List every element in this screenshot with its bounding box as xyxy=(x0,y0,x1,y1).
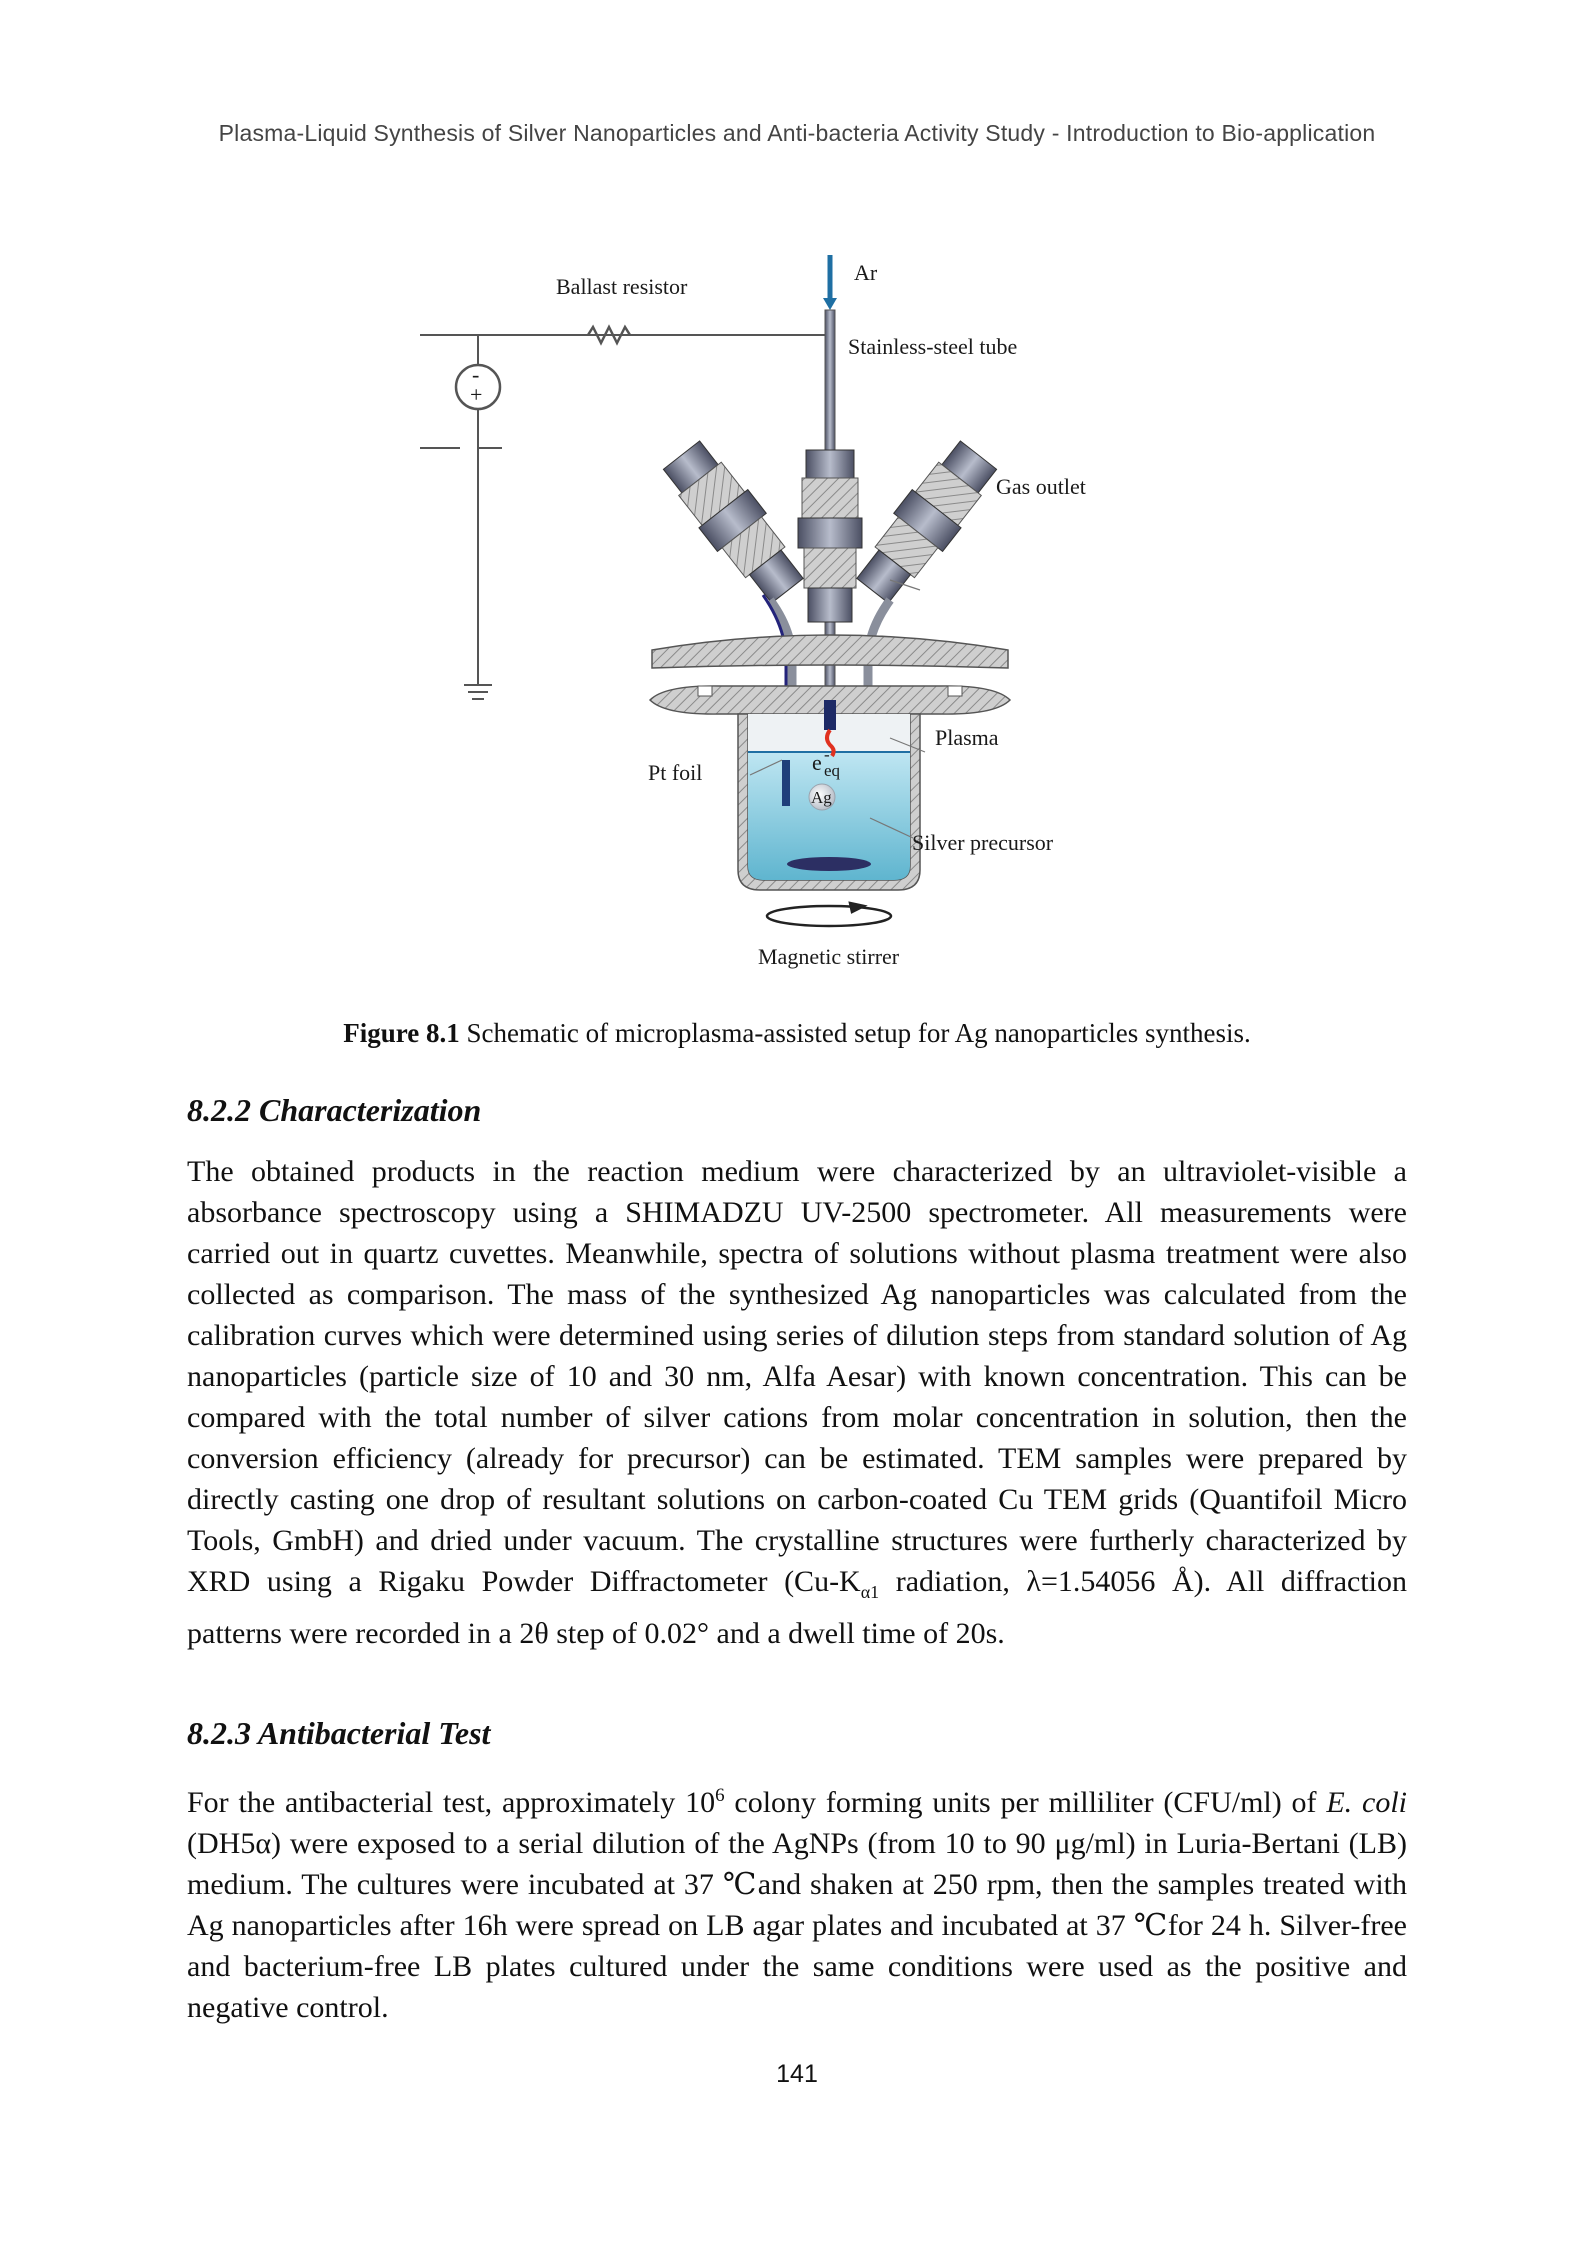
paragraph-characterization-subscript: α1 xyxy=(860,1582,880,1602)
paragraph-characterization-text: The obtained products in the reaction medium were characterized by an ultraviolet-visible a absorbance spectroscopy using a SHIMADZU UV-2500 spectrometer. All measurements were carried out in quartz cuvettes. Meanwhile, spectra of solutions without plasma treatment were also collected as comparison. The mass of the synthesized Ag nanoparticles was calculated from the calibration curves which were determined using series of dilution steps from standard solution of Ag nanoparticles (particle size of 10 and 30 nm, Alfa Aesar) with known concentration. This can be compared with the total number of silver cations from molar concentration in solution, then the conversion efficiency (already for precursor) can be estimated. TEM samples were prepared by directly casting one drop of resultant solutions on carbon-coated Cu TEM grids (Quantifoil Micro Tools, GmbH) and dried under vacuum. The crystalline structures were furtherly characterized by XRD using a Rigaku Powder Diffractometer (Cu-K xyxy=(187,1155,1407,1598)
silver-precursor-label: Silver precursor xyxy=(912,830,1054,855)
plasma-label: Plasma xyxy=(935,725,999,750)
left-fitting xyxy=(657,436,812,610)
section-heading-antibacterial: 8.2.3 Antibacterial Test xyxy=(187,1715,491,1751)
figure-caption-text: Schematic of microplasma-assisted setup for Ag nanoparticles synthesis. xyxy=(459,1018,1251,1048)
gas-outlet-label: Gas outlet xyxy=(996,474,1086,499)
section-heading-characterization: 8.2.2 Characterization xyxy=(187,1092,482,1128)
solvated-electron-sup: - xyxy=(824,745,830,764)
paragraph-antibacterial xyxy=(187,1775,1407,2028)
center-fitting xyxy=(798,450,862,622)
paragraph-antibacterial-text-c: (DH5α) were exposed to a serial dilution of the AgNPs (from 10 to 90 μg/ml) in Luria-Bertani (LB) medium. The cultures were incubated at 37 ℃and shaken at 250 rpm, then the samples treated with Ag nanoparticles after 16h were spread on LB agar plates and incubated at 37 ℃for 24 h. Silver-free and bacterium-free LB plates cultured under the same conditions were used as the positive and negative control. xyxy=(187,1827,1407,2024)
ag-particle-label: Ag xyxy=(811,788,832,807)
stir-bar xyxy=(787,857,871,871)
plus-sign: + xyxy=(470,382,483,407)
species-name: E. coli xyxy=(1326,1786,1407,1819)
page-number: 141 xyxy=(776,2060,818,2088)
argon-inlet-arrow xyxy=(823,255,837,310)
setup-schematic-figure xyxy=(420,240,1180,1000)
magnetic-stirrer-label: Magnetic stirrer xyxy=(758,944,900,969)
ballast-resistor-label: Ballast resistor xyxy=(556,274,688,299)
stainless-steel-tube-label: Stainless-steel tube xyxy=(848,334,1018,359)
figure-caption xyxy=(0,1018,1594,1049)
circuit-wiring xyxy=(478,335,830,685)
ground-icon xyxy=(464,685,492,699)
solvated-electron-label: e xyxy=(812,750,822,775)
paragraph-antibacterial-text-a: For the antibacterial test, approximately 10 xyxy=(187,1786,716,1819)
reactor-cap xyxy=(652,635,1008,668)
pt-foil-label: Pt foil xyxy=(648,760,703,785)
paragraph-characterization-end: radiation, λ=1.54056 Å). All diffraction patterns were recorded in a 2θ step of 0.02° and a dwell time of 20s. xyxy=(187,1565,1407,1650)
right-fitting xyxy=(848,436,1003,610)
figure-caption-label: Figure 8.1 xyxy=(343,1018,460,1048)
paragraph-antibacterial-text-b: colony forming units per milliliter (CFU/ml) of xyxy=(724,1786,1327,1819)
paragraph-characterization xyxy=(187,1151,1407,1654)
stirrer-rotation-icon xyxy=(767,903,891,926)
solvated-electron-sub: eq xyxy=(824,761,841,780)
paragraph-antibacterial-sup: 6 xyxy=(715,1785,725,1806)
pt-foil xyxy=(782,760,790,806)
setup-schematic xyxy=(420,240,1180,1000)
top-wire xyxy=(420,240,570,335)
minus-sign: - xyxy=(472,362,480,387)
ar-label: Ar xyxy=(854,260,878,285)
electrode-tip xyxy=(824,700,836,730)
running-header: Plasma-Liquid Synthesis of Silver Nanoparticles and Anti-bacteria Activity Study - Introduction to Bio-application xyxy=(218,120,1376,146)
